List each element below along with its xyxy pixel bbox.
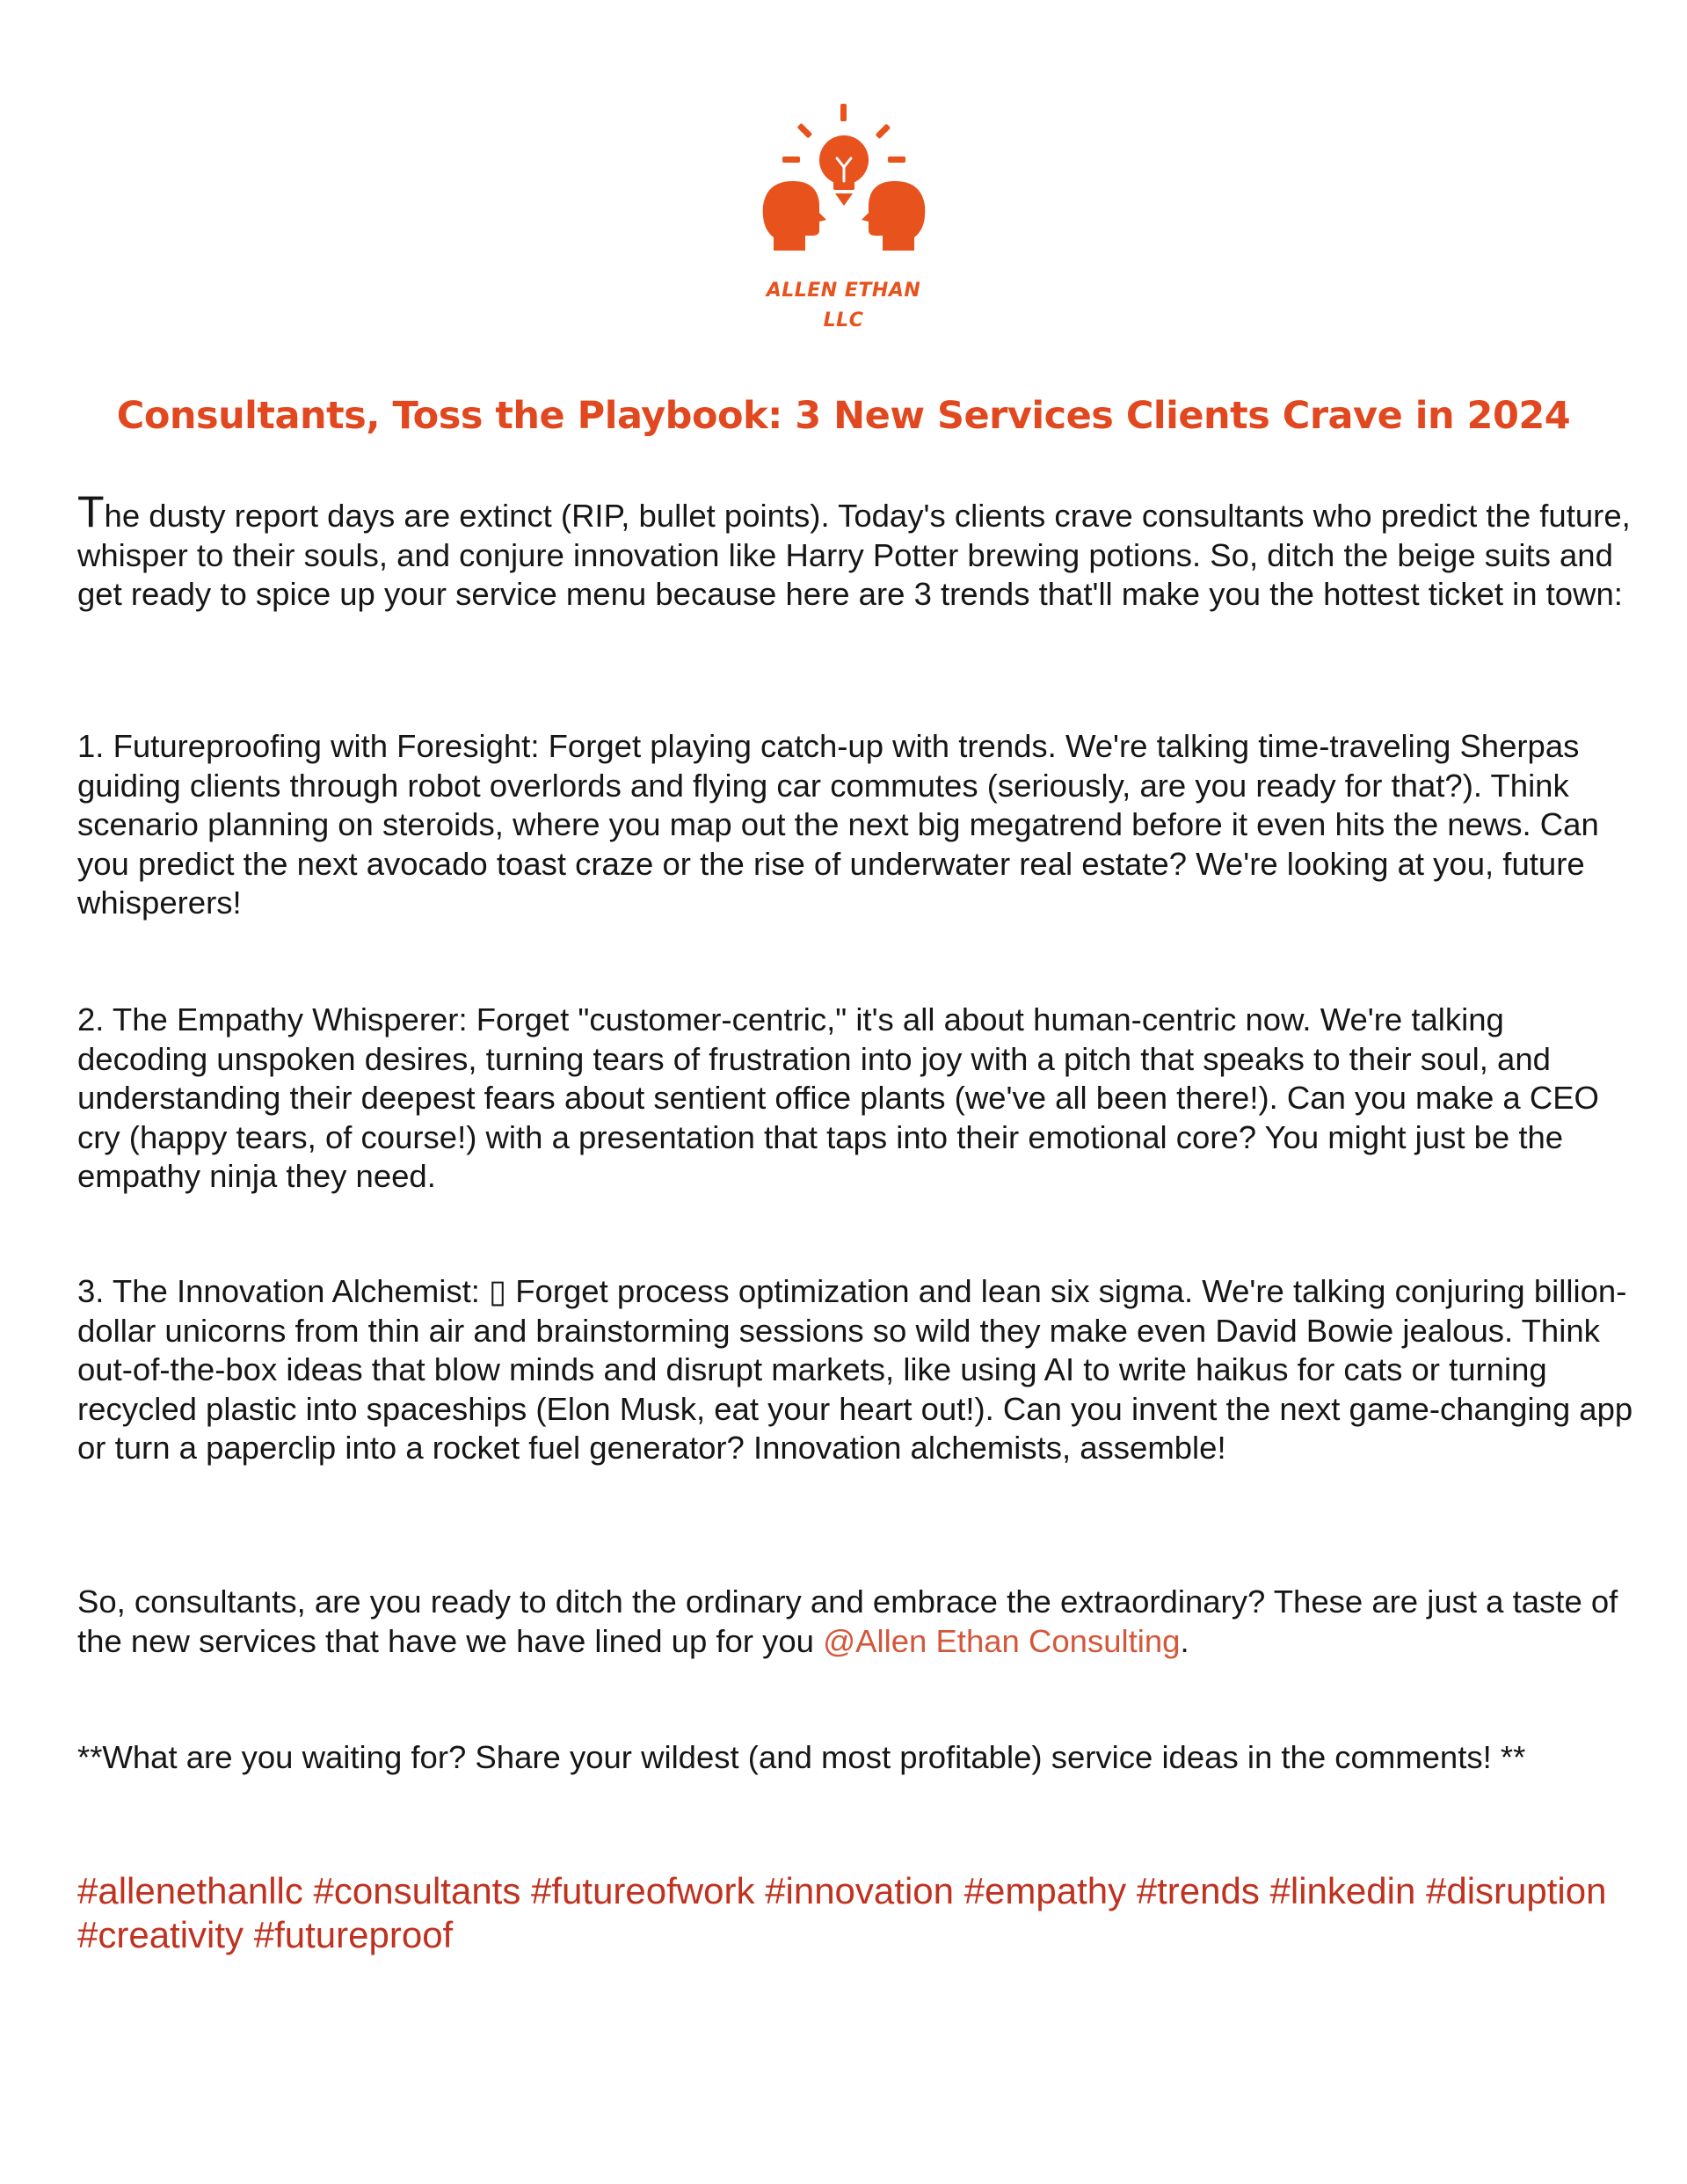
closing-text: So, consultants, are you ready to ditch the ordinary and embrace the extraordinary? These are just a taste of the new services that have we have lined up for you bbox=[77, 1583, 1618, 1659]
company-mention-link[interactable]: @Allen Ethan Consulting bbox=[823, 1622, 1181, 1659]
two-heads-lightbulb-icon bbox=[756, 97, 932, 273]
trend-paragraph-1: 1. Futureproofing with Foresight: Forget playing catch-up with trends. We're talking time-traveling Sherpas guiding clients through robot overlords and flying car commutes (seriously, are you ready for that?). Think scenario planning on steroids, where you map out the next big megatrend before it even hits the news. Can you predict the next avocado toast craze or the rise of underwater real estate? We're looking at you, future whisperers! bbox=[77, 728, 1599, 921]
brand-logo bbox=[0, 97, 1687, 332]
closing-paragraph bbox=[77, 1583, 1642, 1661]
intro-paragraph bbox=[77, 487, 1642, 615]
intro-dropcap: T bbox=[77, 487, 105, 536]
closing-end: . bbox=[1180, 1622, 1189, 1659]
intro-text: he dusty report days are extinct (RIP, bullet points). Today's clients crave consultants who predict the future, whisper to their souls, and conjure innovation like Harry Potter brewing potions. So, ditch the beige suits and get ready to spice up your service menu because here are 3 trends that'll make you the hottest ticket in town: bbox=[77, 498, 1631, 612]
brand-name-line-1: ALLEN ETHAN bbox=[766, 280, 921, 302]
brand-name-line-2: LLC bbox=[823, 309, 864, 331]
trend-paragraph-2: 2. The Empathy Whisperer: Forget "customer-centric," it's all about human-centric now. We're talking decoding unspoken desires, turning tears of frustration into joy with a pitch that speaks to their soul, and understanding their deepest fears about sentient office plants (we've all been there!). Can you make a CEO cry (happy tears, of course!) with a presentation that taps into their emotional core? You might just be the empathy ninja they need. bbox=[77, 1001, 1599, 1194]
hashtag-list[interactable]: #allenethanllc #consultants #futureofwork #innovation #empathy #trends #linkedin #disruption #creativity #futureproof bbox=[77, 1870, 1607, 1955]
page-title: Consultants, Toss the Playbook: 3 New Services Clients Crave in 2024 bbox=[116, 394, 1571, 438]
trend-paragraph-3: 3. The Innovation Alchemist: ▯ Forget process optimization and lean six sigma. We're talking conjuring billion-dollar unicorns from thin air and brainstorming sessions so wild they make even David Bowie jealous. Think out-of-the-box ideas that blow minds and disrupt markets, like using AI to write haikus for cats or turning recycled plastic into spaceships (Elon Musk, eat your heart out!). Can you invent the next game-changing app or turn a paperclip into a rocket fuel generator? Innovation alchemists, assemble! bbox=[77, 1273, 1633, 1466]
call-to-action: **What are you waiting for? Share your wildest (and most profitable) service ideas in the comments! ** bbox=[77, 1739, 1526, 1775]
